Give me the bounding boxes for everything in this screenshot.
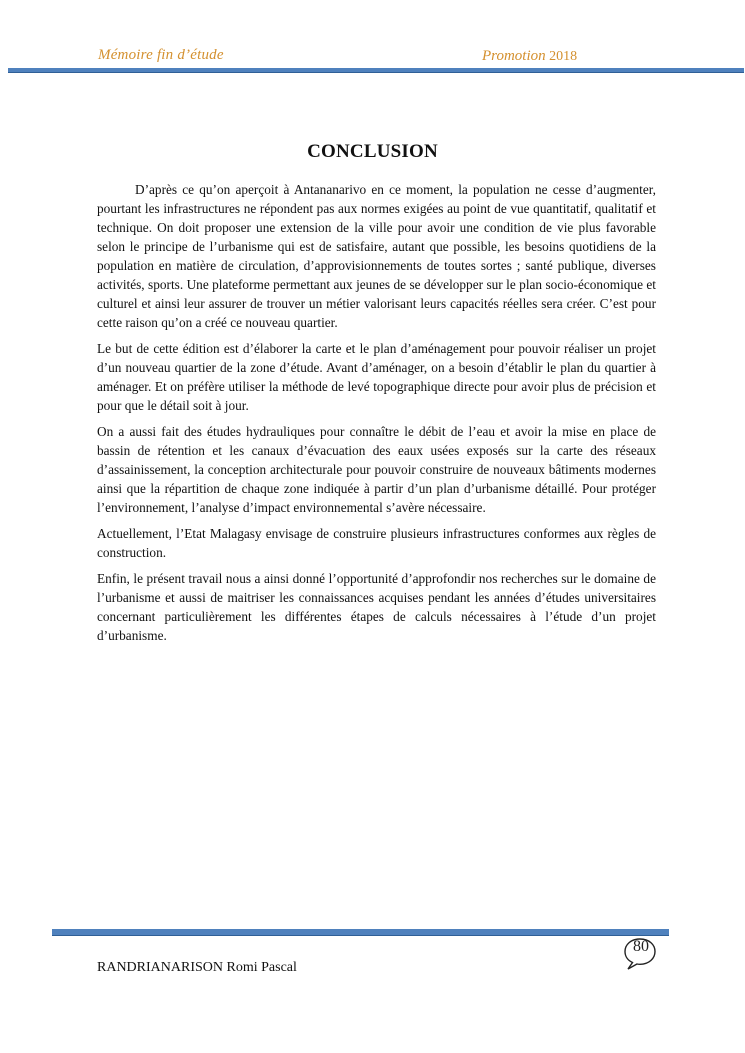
header-divider — [8, 68, 744, 73]
paragraph-2: Le but de cette édition est d’élaborer la carte et le plan d’aménagement pour pouvoir réaliser un projet d’un nouveau quartier de la zone d’étude. Avant d’aménager, on a besoin d’établir le plan du quartier à aménager. Et on préfère utiliser la méthode de levé topographique directe pour avoir plus de précision et pour que le détail soit à jour. — [97, 341, 656, 413]
header-promotion-year: 2018 — [549, 49, 578, 64]
paragraph-3: On a aussi fait des études hydrauliques pour connaître le débit de l’eau et avoir la mise en place de bassin de rétention et les canaux d’évacuation des eaux usées exposés sur la carte des réseaux d’assainissement, la conception architecturale pour pouvoir construire de nouveaux bâtiments modernes ainsi que la répartition de chaque zone indiquée à partir d’un plan d’urbanisme détaillé. Pour protéger l’environnement, l’analyse d’impact environnemental s’avère nécessaire. — [97, 424, 656, 515]
paragraph-5: Enfin, le présent travail nous a ainsi donné l’opportunité d’approfondir nos recherches sur le domaine de l’urbanisme et aussi de maitriser les connaissances acquises pendant les années d’études universitaires concernant particulièrement les différentes étapes de calculs nécessaires à l’étude d’un projet d’urbanisme. — [97, 571, 656, 643]
paragraph-1: D’après ce qu’on aperçoit à Antananarivo en ce moment, la population ne cesse d’augmenter, pourtant les infrastructures ne répondent pas aux normes exigées au point de vue quantitatif, qualitatif et technique. On doit proposer une extension de la ville pour avoir une condition de vie plus favorable selon le principe de l’urbanisme qui est de satisfaire, autant que possible, les besoins quotidiens de la population en matière de circulation, d’approvisionnements de toutes sortes ; santé publique, diverses activités, sports. Une plateforme permettant aux jeunes de se développer sur le plan socio-économique et culturel et ainsi leur assurer de trouver un métier valorisant leurs capacités réelles sera créer. C’est pour cette raison qu’on a créé ce nouveau quartier. — [97, 182, 656, 330]
page-number: 80 — [633, 938, 649, 955]
footer-divider — [52, 929, 669, 936]
author-name: RANDRIANARISON Romi Pascal — [97, 960, 297, 975]
header-promotion-label: Promotion — [482, 48, 546, 64]
paragraph-4: Actuellement, l’Etat Malagasy envisage de construire plusieurs infrastructures conformes aux règles de construction. — [97, 526, 656, 560]
document-body — [97, 180, 656, 652]
header-memoire-title: Mémoire fin d’étude — [98, 47, 224, 63]
page-title: CONCLUSION — [307, 140, 438, 162]
header-promotion — [482, 48, 577, 65]
